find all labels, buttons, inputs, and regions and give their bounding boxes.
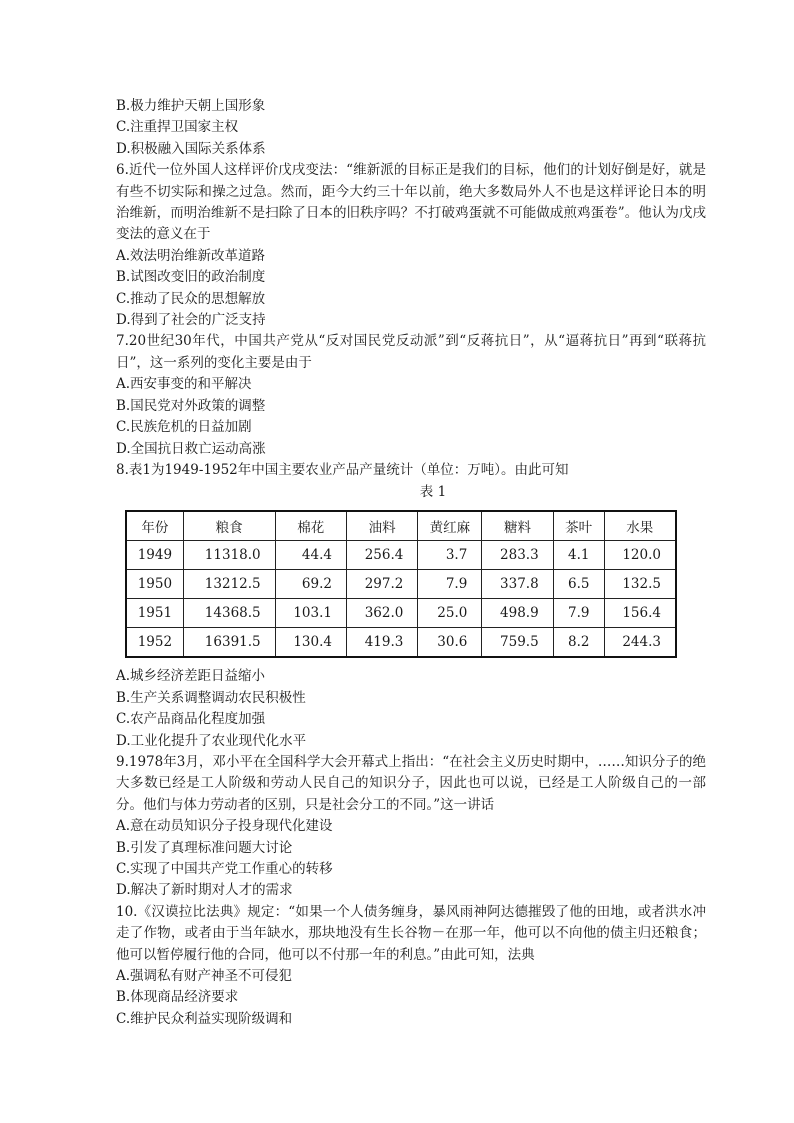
question-7-option-c: C.民族危机的日益加剧 xyxy=(116,419,252,436)
table-cell: 7.9 xyxy=(418,570,482,599)
table-cell: 256.4 xyxy=(346,541,417,570)
question-7-option-d: D.全国抗日救亡运动高涨 xyxy=(116,440,266,457)
table-cell: 419.3 xyxy=(346,628,417,658)
table-cell: 7.9 xyxy=(553,599,604,628)
table-header-cell: 茶叶 xyxy=(553,511,604,541)
question-7-option-b: B.国民党对外政策的调整 xyxy=(116,397,266,414)
table-cell-year: 1952 xyxy=(126,628,183,658)
table-cell: 44.4 xyxy=(275,541,346,570)
question-10-stem: 10.《汉谟拉比法典》规定：“如果一个人债务缠身，暴风雨神阿达德摧毁了他的田地，或者洪水冲走了作物，或者由于当年缺水，那块地没有生长谷物－在那一年，他可以不向他的债主归还粮食；他可以暂停履行他的合同，他可以不付那一年的利息。”由此可知，法典 xyxy=(116,903,706,963)
table-header-cell: 黄红麻 xyxy=(418,511,482,541)
table-header-cell: 糖料 xyxy=(482,511,553,541)
table-cell: 3.7 xyxy=(418,541,482,570)
table-cell: 103.1 xyxy=(275,599,346,628)
option-line: C.注重捍卫国家主权 xyxy=(116,119,239,136)
table-row xyxy=(126,599,676,628)
table-cell: 283.3 xyxy=(482,541,553,570)
table-cell: 8.2 xyxy=(553,628,604,658)
table-header-cell: 粮食 xyxy=(183,511,275,541)
table-cell-year: 1950 xyxy=(126,570,183,599)
table-header-cell: 油料 xyxy=(346,511,417,541)
table-cell: 13212.5 xyxy=(183,570,275,599)
question-8-stem: 8.表1为1949-1952年中国主要农业产品产量统计（单位：万吨）。由此可知 xyxy=(116,461,569,478)
question-9-option-d: D.解决了新时期对人才的需求 xyxy=(116,882,293,899)
question-6-option-c: C.推动了民众的思想解放 xyxy=(116,290,266,307)
table-cell: 4.1 xyxy=(553,541,604,570)
table-header-cell: 棉花 xyxy=(275,511,346,541)
table-cell: 25.0 xyxy=(418,599,482,628)
question-6-stem: 6.近代一位外国人这样评价戊戌变法：“维新派的目标正是我们的目标，他们的计划好倒是好，就是有些不切实际和操之过急。然而，距今大约三十年以前，绝大多数局外人不也是这样评论日本的明治维新，而明治维新不是扫除了日本的旧秩序吗？不打破鸡蛋就不可能做成煎鸡蛋卷”。他认为戊戌变法的意义在于 xyxy=(116,162,706,243)
table-cell: 16391.5 xyxy=(183,628,275,658)
option-line: B.极力维护天朝上国形象 xyxy=(116,98,266,114)
question-9-option-a: A.意在动员知识分子投身现代化建设 xyxy=(116,818,333,835)
option-line: D.积极融入国际关系体系 xyxy=(116,140,266,157)
table-cell-year: 1951 xyxy=(126,599,183,628)
table-header-cell: 年份 xyxy=(126,511,183,541)
table-cell: 11318.0 xyxy=(183,541,275,570)
table-cell: 759.5 xyxy=(482,628,553,658)
question-9-option-b: B.引发了真理标准问题大讨论 xyxy=(116,839,293,856)
production-table xyxy=(125,510,677,658)
question-7-stem: 7.20世纪30年代，中国共产党从“反对国民党反动派”到“反蒋抗日”，从“逼蒋抗日”再到“联蒋抗日”，这一系列的变化主要是由于 xyxy=(116,333,706,371)
table-cell: 297.2 xyxy=(346,570,417,599)
question-6-option-b: B.试图改变旧的政治制度 xyxy=(116,269,266,286)
question-8-option-d: D.工业化提升了农业现代化水平 xyxy=(116,732,307,749)
question-6-option-a: A.效法明治维新改革道路 xyxy=(116,247,266,264)
table-cell: 498.9 xyxy=(482,599,553,628)
question-7-option-a: A.西安事变的和平解决 xyxy=(116,376,252,393)
question-10-option-c: C.维护民众利益实现阶级调和 xyxy=(116,1010,293,1027)
question-9-stem: 9.1978年3月，邓小平在全国科学大会开幕式上指出：“在社会主义历史时期中，……知识分子的绝大多数已经是工人阶级和劳动人民自己的知识分子，因此也可以说，已经是工人阶级自己的一部分。他们与体力劳动者的区别，只是社会分工的不同。”这一讲话 xyxy=(116,753,706,813)
table-row xyxy=(126,628,676,658)
table-row xyxy=(126,541,676,570)
table-cell: 130.4 xyxy=(275,628,346,658)
table-row xyxy=(126,570,676,599)
table-cell: 6.5 xyxy=(553,570,604,599)
table-header-cell: 水果 xyxy=(604,511,676,541)
question-10-option-a: A.强调私有财产神圣不可侵犯 xyxy=(116,968,293,984)
table-cell: 30.6 xyxy=(418,628,482,658)
exam-page xyxy=(116,96,706,1030)
table-caption: 表 1 xyxy=(419,484,447,501)
table-cell: 120.0 xyxy=(604,541,676,570)
table-cell: 14368.5 xyxy=(183,599,275,628)
table-cell: 69.2 xyxy=(275,570,346,599)
question-6-option-d: D.得到了社会的广泛支持 xyxy=(116,312,266,329)
question-8-option-b: B.生产关系调整调动农民积极性 xyxy=(116,689,306,706)
question-10-option-b: B.体现商品经济要求 xyxy=(116,989,239,1006)
question-8-option-a: A.城乡经济差距日益缩小 xyxy=(116,668,266,685)
table-cell: 132.5 xyxy=(604,570,676,599)
table-cell: 337.8 xyxy=(482,570,553,599)
question-8-option-c: C.农产品商品化程度加强 xyxy=(116,711,266,728)
table-cell: 362.0 xyxy=(346,599,417,628)
question-9-option-c: C.实现了中国共产党工作重心的转移 xyxy=(116,860,333,877)
table-cell: 156.4 xyxy=(604,599,676,628)
table-cell: 244.3 xyxy=(604,628,676,658)
table-cell-year: 1949 xyxy=(126,541,183,570)
table-header-row xyxy=(126,511,676,541)
